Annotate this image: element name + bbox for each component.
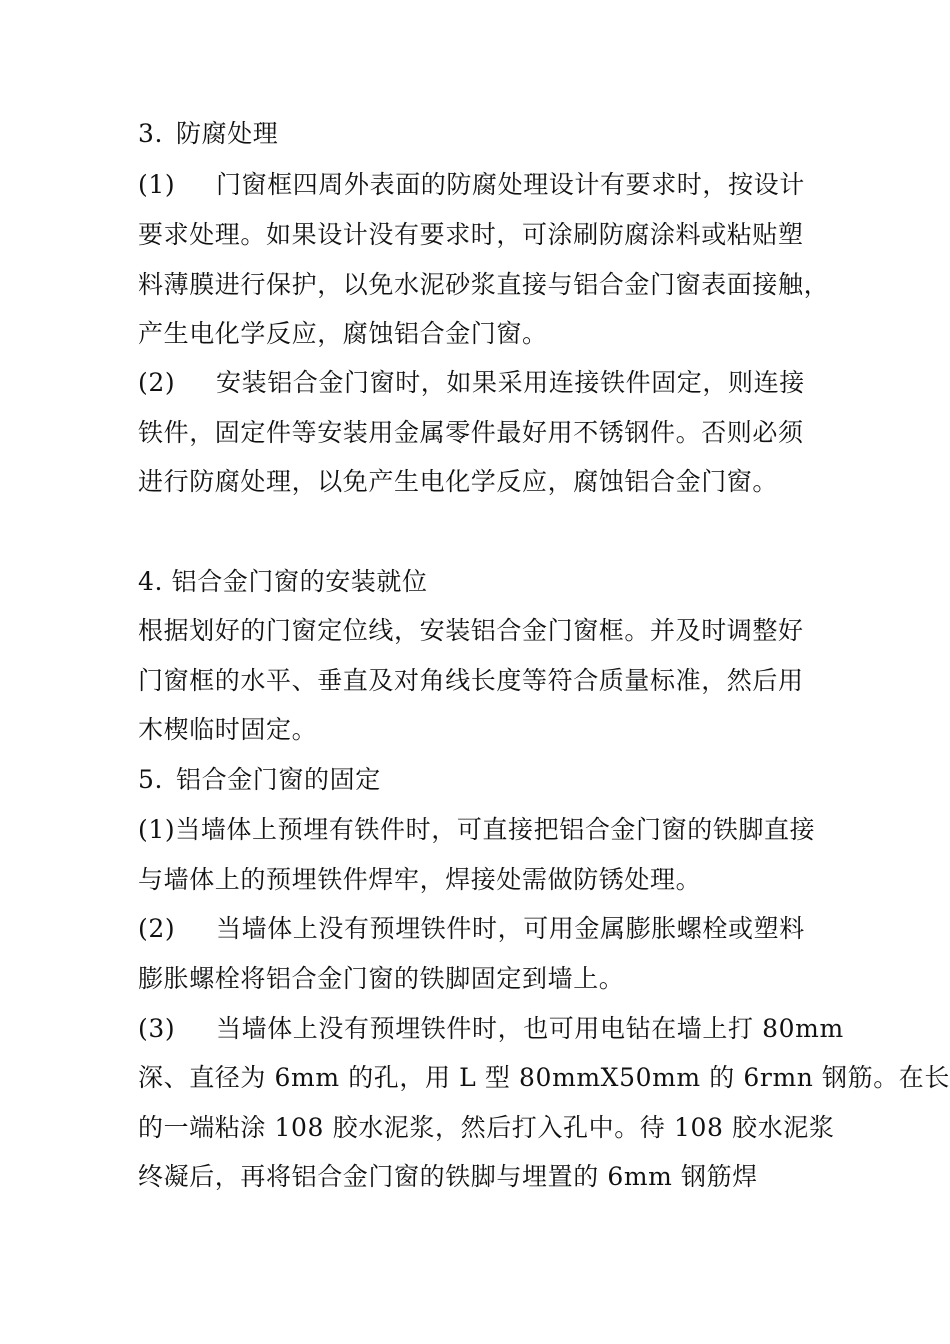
s3-p1-line-2: 要求处理。如果设计没有要求时，可涂刷防腐涂料或粘贴塑 xyxy=(138,220,804,249)
s5-p3-line-1 xyxy=(138,1012,844,1046)
s3-p2-line-3: 进行防腐处理，以免产生电化学反应，腐蚀铝合金门窗。 xyxy=(138,467,779,496)
s5-p3-number: (3) xyxy=(138,1014,176,1043)
s3-p1-line-3: 料薄膜进行保护，以免水泥砂浆直接与铝合金门窗表面接触， xyxy=(138,270,830,299)
s3-p1-number: (1) xyxy=(138,170,176,199)
section-5-title: 铝合金门窗的固定 xyxy=(176,765,381,794)
s5-p3-line-2: 深、直径为 6mm 的孔，用 L 型 80mmX50mm 的 6rmn 钢筋。在长 xyxy=(138,1063,950,1092)
s3-p2-line-2: 铁件，固定件等安装用金属零件最好用不锈钢件。否则必须 xyxy=(138,418,804,447)
s3-p2-text-1: 安装铝合金门窗时，如果采用连接铁件固定，则连接 xyxy=(216,368,805,397)
s3-p1-line-4: 产生电化学反应，腐蚀铝合金门窗。 xyxy=(138,319,548,348)
s5-p1-line-2: 与墙体上的预埋铁件焊牢，焊接处需做防锈处理。 xyxy=(138,865,702,894)
section-3-number: 3. xyxy=(138,119,164,148)
s5-p2-line-1 xyxy=(138,912,805,946)
section-3-title: 防腐处理 xyxy=(176,119,279,148)
section-5-heading xyxy=(138,763,381,797)
s3-p1-text-1: 门窗框四周外表面的防腐处理设计有要求时，按设计 xyxy=(216,170,805,199)
section-4-heading: 4. 铝合金门窗的安装就位 xyxy=(138,567,428,596)
s5-p3-line-3: 的一端粘涂 108 胶水泥浆，然后打入孔中。待 108 胶水泥浆 xyxy=(138,1113,835,1142)
s5-p2-text-1: 当墙体上没有预埋铁件时，可用金属膨胀螺栓或塑料 xyxy=(216,914,805,943)
s5-p3-line-4: 终凝后，再将铝合金门窗的铁脚与埋置的 6mm 钢筋焊 xyxy=(138,1162,758,1191)
s5-p1-line-1: (1)当墙体上预埋有铁件时，可直接把铝合金门窗的铁脚直接 xyxy=(138,815,816,844)
s5-p3-text-1: 当墙体上没有预埋铁件时，也可用电钻在墙上打 80mm xyxy=(216,1014,844,1043)
s3-p1-line-1 xyxy=(138,168,805,202)
s5-p2-line-2: 膨胀螺栓将铝合金门窗的铁脚固定到墙上。 xyxy=(138,964,625,993)
section-3-heading xyxy=(138,117,278,151)
s4-line-2: 门窗框的水平、垂直及对角线长度等符合质量标准，然后用 xyxy=(138,666,804,695)
s5-p2-number: (2) xyxy=(138,914,176,943)
s4-line-3: 木楔临时固定。 xyxy=(138,715,318,744)
s4-line-1: 根据划好的门窗定位线，安装铝合金门窗框。并及时调整好 xyxy=(138,616,804,645)
s3-p2-number: (2) xyxy=(138,368,176,397)
section-5-number: 5. xyxy=(138,765,164,794)
s3-p2-line-1 xyxy=(138,366,805,400)
